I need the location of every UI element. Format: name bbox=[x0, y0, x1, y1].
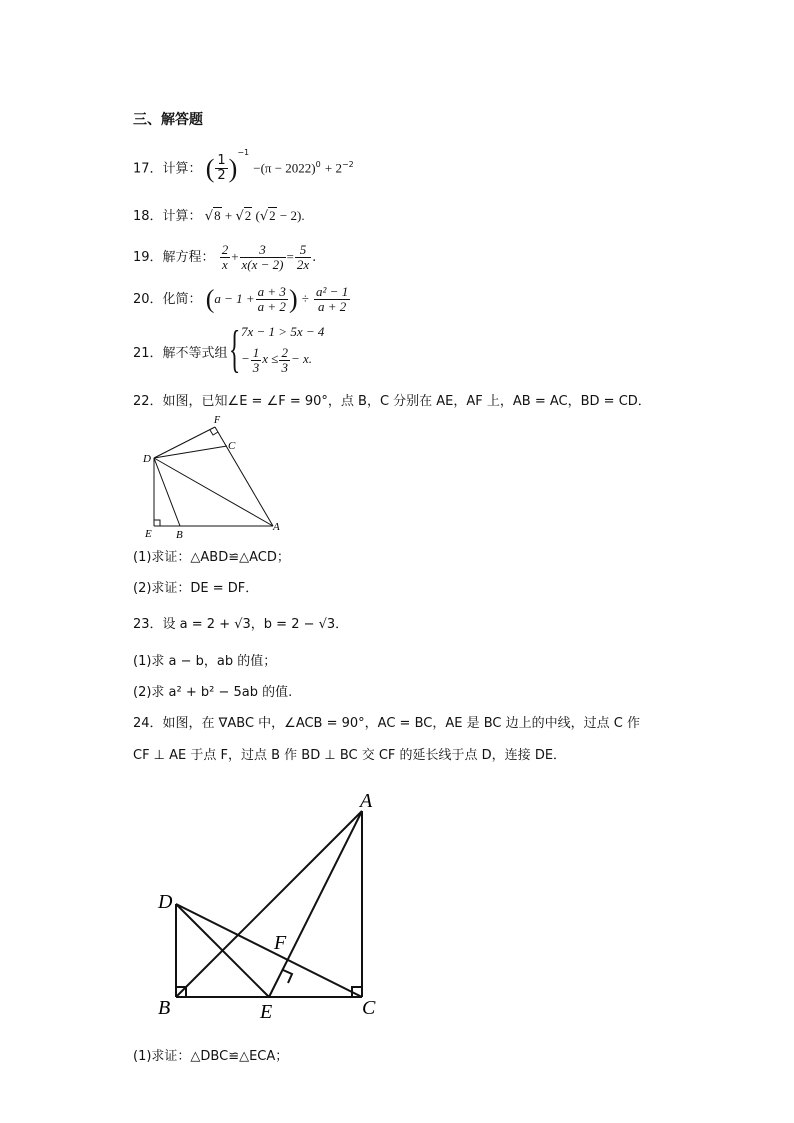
q22-figure bbox=[140, 412, 290, 540]
q21-label: 21．解不等式组 bbox=[133, 346, 228, 361]
q17-fraction: $\frac{1}{2}$ bbox=[217, 153, 226, 184]
right-angle-E bbox=[154, 520, 160, 526]
label-B: B bbox=[158, 997, 171, 1019]
seg-DA bbox=[154, 458, 273, 526]
seg-DB bbox=[154, 458, 180, 526]
question-20: 20．化简： (a − 1 + $\frac{a + 3}{a + 2}$ ) ÷ $\frac{\text{a² − 1}}{a + 2}$ bbox=[133, 284, 349, 314]
label-C: C bbox=[228, 440, 236, 452]
q17-label: 17．计算： bbox=[133, 161, 202, 177]
label-E: E bbox=[260, 1001, 273, 1023]
q21-line1: 7x − 1 > 5x − 4 bbox=[241, 324, 325, 339]
label-F: F bbox=[274, 932, 287, 954]
question-18: 18．计算： √8 + √2 (√2 − 2). bbox=[133, 208, 305, 224]
seg-FA bbox=[215, 427, 273, 526]
q19-label: 19．解方程： bbox=[133, 250, 215, 265]
label-C: C bbox=[362, 997, 376, 1019]
seg-AE bbox=[269, 811, 362, 997]
question-22-text: 22．如图，已知∠E = ∠F = 90°，点 B，C 分别在 AE，AF 上，AB = AC，BD = CD． bbox=[133, 394, 651, 409]
label-E: E bbox=[145, 528, 152, 540]
question-19: 19．解方程： $\frac{2}{x}$ + $\frac{3}{x(x - 2)}$ = $\frac{5}{2x}$ . bbox=[133, 242, 317, 272]
q18-label: 18．计算： bbox=[133, 209, 202, 224]
label-A: A bbox=[273, 521, 280, 533]
q21-line2: − $\frac{1}{3}$ x ≤ $\frac{2}{3}$ − x. bbox=[241, 344, 312, 375]
q24-figure bbox=[150, 785, 390, 1025]
q22-part2: (2)求证：DE = DF． bbox=[133, 581, 259, 596]
seg-AB bbox=[176, 811, 362, 997]
label-D: D bbox=[158, 891, 173, 913]
q20-label: 20．化简： bbox=[133, 292, 202, 307]
question-17: 17．计算： ( $\frac{1}{2}$ )$^{-1} -(\pi - 2022)^0 + 2^{-2}$ bbox=[133, 148, 354, 184]
q23-part1: (1)求 a − b，ab 的值； bbox=[133, 654, 277, 669]
question-23-text: 23．设 a = 2 + √3，b = 2 − √3． bbox=[133, 617, 349, 632]
seg-DC bbox=[176, 904, 362, 997]
label-A: A bbox=[360, 790, 373, 812]
q23-part2: (2)求 a² + b² − 5ab 的值. bbox=[133, 685, 293, 700]
label-B: B bbox=[176, 529, 183, 540]
right-angle-F bbox=[283, 970, 292, 983]
section-title: 三、解答题 bbox=[133, 112, 203, 128]
label-F: F bbox=[214, 415, 221, 426]
q22-part1: (1)求证：△ABD≌△ACD； bbox=[133, 550, 290, 565]
question-24-line1: 24．如图，在 ∇ABC 中，∠ACB = 90°，AC = BC，AE 是 BC 边上的中线，过点 C 作 bbox=[133, 716, 640, 731]
question-24-line2: CF ⊥ AE 于点 F，过点 B 作 BD ⊥ BC 交 CF 的延长线于点 D，连接 DE． bbox=[133, 748, 567, 763]
q24-part1: (1)求证：△DBC≌△ECA； bbox=[133, 1049, 289, 1064]
label-D: D bbox=[143, 453, 151, 465]
